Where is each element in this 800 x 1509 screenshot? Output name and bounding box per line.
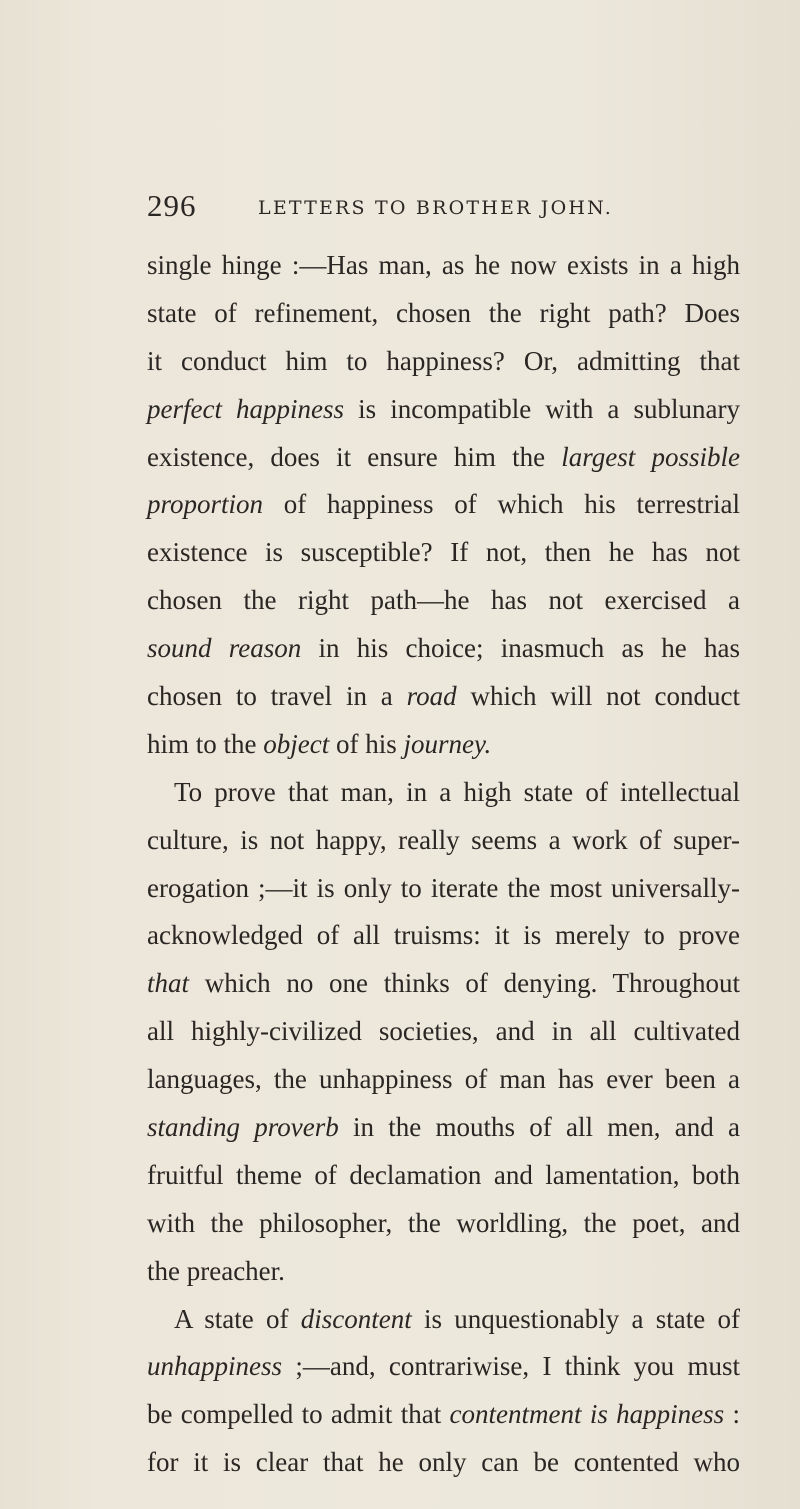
- text-line: chosen to travel in a road which will not conduct: [147, 681, 740, 712]
- text-line: chosen the right path—he has not exercised a: [147, 585, 740, 616]
- running-head: LETTERS TO BROTHER JOHN.: [258, 197, 614, 219]
- italic-phrase: perfect happiness: [147, 393, 345, 424]
- italic-phrase: proportion: [147, 489, 264, 520]
- italic-phrase: discontent: [300, 1303, 412, 1334]
- italic-phrase: unhappiness: [147, 1351, 282, 1382]
- text-line: proportion of happiness of which his terrestrial: [147, 489, 740, 520]
- text-line: all highly-civilized societies, and in all cultivated: [147, 1016, 740, 1047]
- body-text: [147, 250, 740, 1495]
- text-line: state of refinement, chosen the right path? Does: [147, 297, 740, 328]
- page-number: 296: [147, 188, 197, 223]
- text-line: erogation ;—it is only to iterate the most universally-: [147, 872, 740, 903]
- italic-phrase: road: [406, 681, 457, 712]
- text-line: perfect happiness is incompatible with a sublunary: [147, 393, 740, 424]
- text-line: it conduct him to happiness? Or, admitting that: [147, 345, 740, 376]
- text-line: culture, is not happy, really seems a work of super-: [147, 824, 740, 855]
- italic-phrase: standing proverb: [147, 1112, 339, 1143]
- italic-phrase: object: [263, 728, 330, 759]
- text-line: standing proverb in the mouths of all men, and a: [147, 1112, 740, 1143]
- text-line: that which no one thinks of denying. Throughout: [147, 968, 740, 999]
- text-line: for it is clear that he only can be contented who: [147, 1447, 740, 1478]
- text-line: with the philosopher, the worldling, the poet, and: [147, 1207, 740, 1238]
- text-line: be compelled to admit that contentment is happiness :: [147, 1399, 740, 1430]
- text-line: To prove that man, in a high state of intellectual: [174, 776, 740, 807]
- text-line: A state of discontent is unquestionably a state of: [174, 1303, 740, 1334]
- italic-phrase: journey.: [403, 728, 492, 759]
- text-line: unhappiness ;—and, contrariwise, I think you must: [147, 1351, 740, 1382]
- text-line: languages, the unhappiness of man has ever been a: [147, 1064, 740, 1095]
- text-line: the preacher.: [147, 1255, 285, 1286]
- italic-phrase: that: [147, 968, 190, 999]
- text-line: him to the object of his journey.: [147, 728, 492, 759]
- text-line: acknowledged of all truisms: it is merely to prove: [147, 920, 740, 951]
- text-line: existence is susceptible? If not, then he has not: [147, 537, 740, 568]
- italic-phrase: contentment is happiness: [449, 1399, 725, 1430]
- italic-phrase: largest possible: [561, 441, 740, 472]
- text-line: fruitful theme of declamation and lamentation, both: [147, 1159, 740, 1190]
- text-line: existence, does it ensure him the largest possible: [147, 441, 740, 472]
- text-line: single hinge :—Has man, as he now exists in a high: [147, 250, 740, 280]
- text-line: sound reason in his choice; inasmuch as he has: [147, 633, 740, 664]
- italic-phrase: sound reason: [147, 633, 302, 664]
